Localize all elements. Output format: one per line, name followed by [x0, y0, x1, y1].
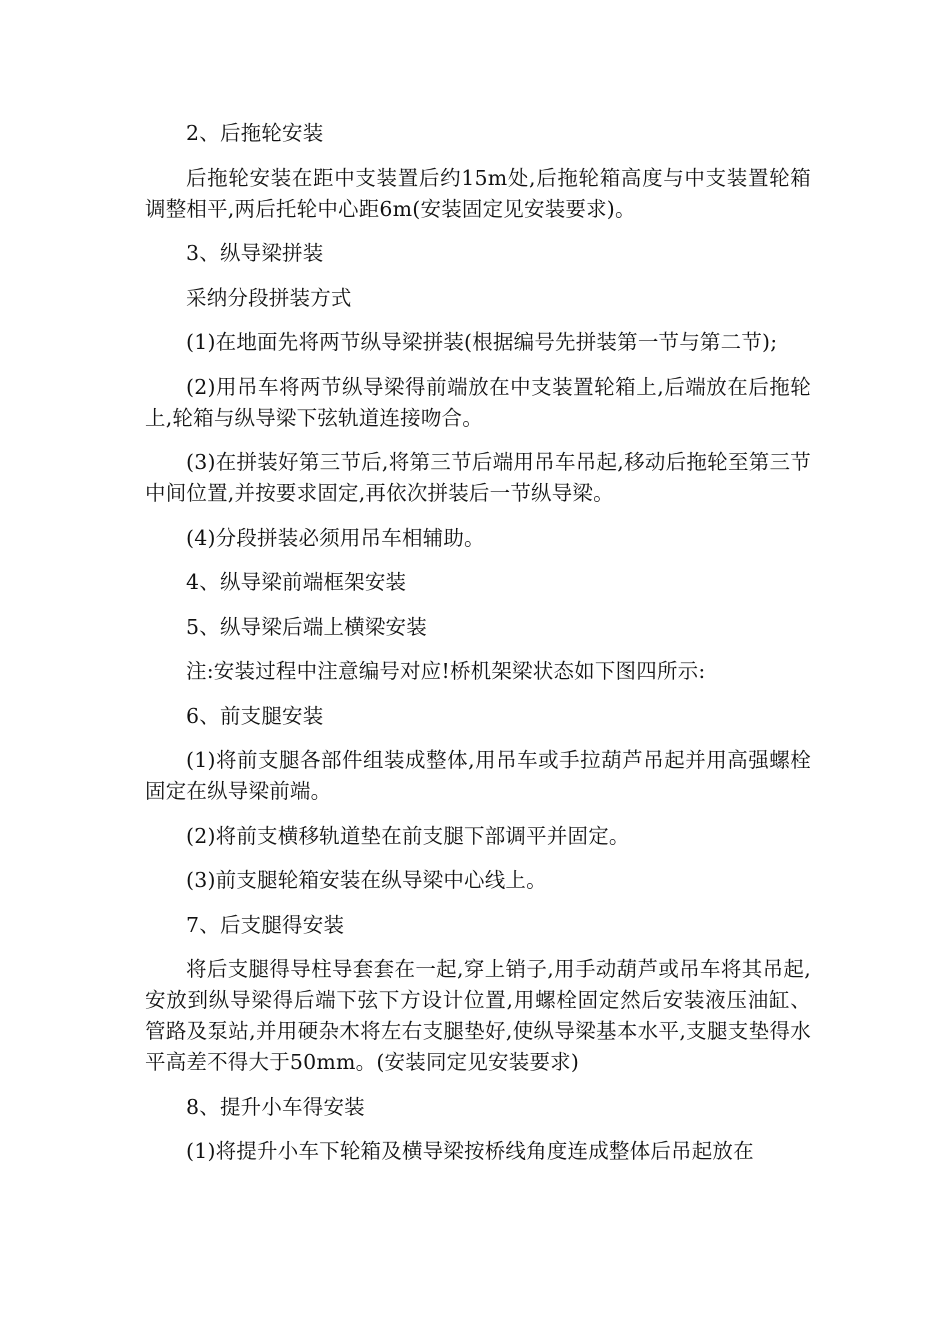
paragraph-rear-leg: 将后支腿得导柱导套套在一起,穿上销子,用手动葫芦或吊车将其吊起,安放到纵导梁得后端下弦下方设计位置,用螺栓固定然后安装液压油缸、管路及泵站,并用硬杂木将左右支腿垫好,使纵导梁基本水平,支腿支垫得水平高差不得大于50mm。(安装同定见安装要求) — [145, 957, 811, 1074]
heading-longitudinal-beam: 3、纵导梁拼装 — [186, 241, 324, 265]
list-item: (4)分段拼装必须用吊车相辅助。 — [186, 525, 485, 550]
heading-rear-wheel: 2、后拖轮安装 — [186, 121, 324, 145]
paragraph-assembly-method: 采纳分段拼装方式 — [186, 285, 352, 310]
list-item: (1)将前支腿各部件组装成整体,用吊车或手拉葫芦吊起并用高强螺栓固定在纵导梁前端。 — [145, 748, 811, 803]
list-item: (2)用吊车将两节纵导梁得前端放在中支装置轮箱上,后端放在后拖轮上,轮箱与纵导梁下弦轨道连接吻合。 — [145, 374, 811, 430]
list-item: (1)将提升小车下轮箱及横导梁按桥线角度连成整体后吊起放在 — [186, 1139, 754, 1163]
paragraph-rear-wheel: 后拖轮安装在距中支装置后约15m处,后拖轮箱高度与中支装置轮箱调整相平,两后托轮中心距6m(安装固定见安装要求)。 — [145, 165, 811, 221]
note-paragraph: 注:安装过程中注意编号对应!桥机架梁状态如下图四所示: — [186, 659, 706, 683]
list-item: (3)前支腿轮箱安装在纵导梁中心线上。 — [186, 868, 547, 892]
list-item: (3)在拼装好第三节后,将第三节后端用吊车吊起,移动后拖轮至第三节中间位置,并按要求固定,再依次拼装后一节纵导梁。 — [145, 450, 811, 505]
list-item: (2)将前支横移轨道垫在前支腿下部调平并固定。 — [186, 823, 630, 848]
list-item: (1)在地面先将两节纵导梁拼装(根据编号先拼装第一节与第二节); — [186, 330, 778, 354]
heading-rear-crossbeam: 5、纵导梁后端上横梁安装 — [186, 614, 427, 639]
document-page — [145, 118, 811, 1181]
heading-lift-trolley: 8、提升小车得安装 — [186, 1094, 365, 1119]
heading-rear-leg: 7、后支腿得安装 — [186, 912, 345, 937]
heading-front-leg: 6、前支腿安装 — [186, 703, 324, 728]
heading-front-frame: 4、纵导梁前端框架安装 — [186, 570, 407, 594]
